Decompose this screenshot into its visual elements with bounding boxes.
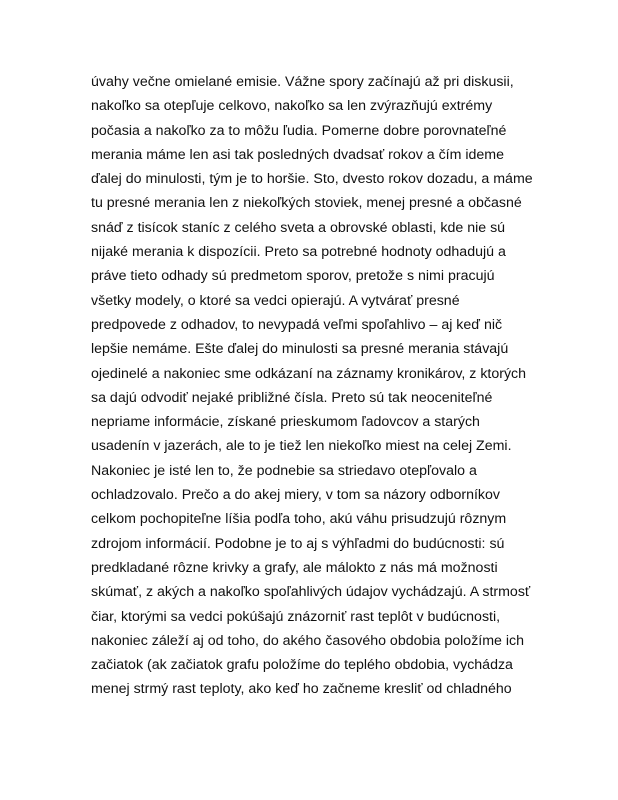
text-line: čiar, ktorými sa vedci pokúšajú znázorniť rast teplôt v budúcnosti, xyxy=(91,608,501,625)
text-line: lepšie nemáme. Ešte ďalej do minulosti sa presné merania stávajú xyxy=(91,341,509,358)
text-line: predpovede z odhadov, to nevypadá veľmi spoľahlivo – aj keď nič xyxy=(91,316,503,333)
text-line: ojedinelé a nakoniec sme odkázaní na záznamy kronikárov, z ktorých xyxy=(91,365,527,382)
text-line: ďalej do minulosti, tým je to horšie. Sto, dvesto rokov dozadu, a máme xyxy=(91,171,533,188)
text-line: predkladané rôzne krivky a grafy, ale málokto z nás má možnosti xyxy=(91,559,498,576)
text-line: práve tieto odhady sú predmetom sporov, pretože s nimi pracujú xyxy=(91,268,495,285)
text-line: sa dajú odvodiť nejaké približné čísla. Preto sú tak neoceniteľné xyxy=(91,389,493,406)
text-line: tu presné merania len z niekoľkých stoviek, menej presné a občasné xyxy=(91,195,522,212)
text-line: ochladzovalo. Prečo a do akej miery, v tom sa názory odborníkov xyxy=(91,487,501,504)
text-line: začiatok (ak začiatok grafu položíme do teplého obdobia, vychádza xyxy=(91,657,513,674)
text-line: počasia a nakoľko za to môžu ľudia. Pomerne dobre porovnateľné xyxy=(91,122,507,139)
text-line: nepriame informácie, získané prieskumom ľadovcov a starých xyxy=(91,414,480,431)
text-line: nijaké merania k dispozícii. Preto sa potrebné hodnoty odhadujú a xyxy=(91,244,506,261)
text-line: Nakoniec je isté len to, že podnebie sa striedavo otepľovalo a xyxy=(91,462,477,479)
text-line: zdrojom informácií. Podobne je to aj s výhľadmi do budúcnosti: sú xyxy=(91,535,505,552)
text-line: nakoľko sa otepľuje celkovo, nakoľko sa len zvýrazňujú extrémy xyxy=(91,98,493,115)
text-line: snáď z tisícok staníc z celého sveta a obrovské oblasti, kde nie sú xyxy=(91,219,506,236)
body-text xyxy=(91,70,531,702)
text-line: nakoniec záleží aj od toho, do akého časového obdobia položíme ich xyxy=(91,632,525,649)
text-line: merania máme len asi tak posledných dvadsať rokov a čím ideme xyxy=(91,146,505,163)
text-line: všetky modely, o ktoré sa vedci opierajú. A vytvárať presné xyxy=(91,292,460,309)
text-line: úvahy večne omielané emisie. Vážne spory začínajú až pri diskusii, xyxy=(91,74,514,90)
text-line: celkom pochopiteľne líšia podľa toho, akú váhu prisudzujú rôznym xyxy=(91,511,507,528)
text-line: skúmať, z akých a nakoľko spoľahlivých údajov vychádzajú. A strmosť xyxy=(91,584,531,601)
text-line: usadenín v jazerách, ale to je tiež len niekoľko miest na celej Zemi. xyxy=(91,438,512,455)
text-line: menej strmý rast teploty, ako keď ho začneme kresliť od chladného xyxy=(91,681,512,698)
